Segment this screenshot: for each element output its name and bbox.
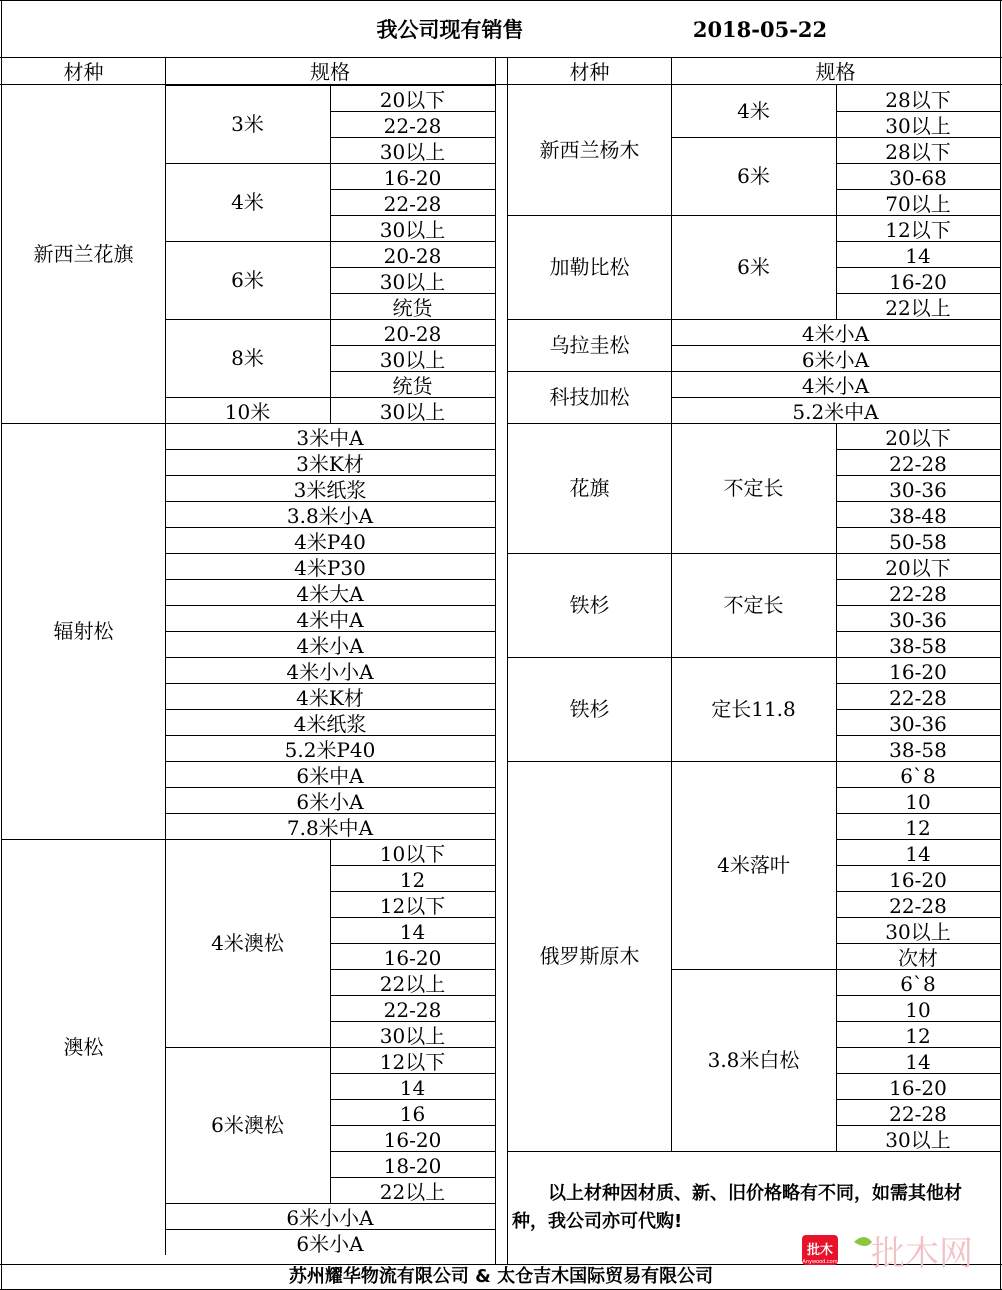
grid-line [836, 813, 1000, 814]
spec-cell: 30以上 [885, 114, 951, 137]
spec-cell: 4米大A [296, 582, 364, 605]
spec-cell: 18-20 [383, 1154, 442, 1177]
grid-line [836, 267, 1000, 268]
spec-cell: 次材 [898, 946, 938, 969]
grid-line [836, 761, 837, 1151]
grid-line [836, 709, 1000, 710]
grid-line [836, 189, 1000, 190]
grid-line [836, 293, 1000, 294]
spec-cell: 12以下 [379, 1050, 446, 1073]
grid-line [330, 917, 495, 918]
grid-line [165, 449, 495, 450]
grid-line [836, 111, 1000, 112]
spec-cell: 38-48 [889, 504, 947, 527]
spec-cell: 38-58 [889, 738, 947, 761]
spec-cell: 22-28 [889, 582, 947, 605]
grid-line [836, 865, 1000, 866]
spec-cell: 30以上 [379, 140, 446, 163]
grid-line [165, 735, 495, 736]
grid-line [165, 527, 495, 528]
grid-line [836, 1125, 1000, 1126]
spec-cell: 14 [905, 244, 931, 267]
grid-line [330, 1151, 495, 1152]
grid-line [836, 475, 1000, 476]
note-text: 以上材种因材质、新、旧价格略有不同，如需其他材种，我公司亦可代购! [512, 1183, 962, 1232]
grid-line [165, 631, 495, 632]
grid-line [836, 891, 1000, 892]
material-name: 科技加松 [549, 385, 630, 409]
grid-line [330, 189, 495, 190]
length-cell: 4米 [737, 99, 770, 123]
spec-cell: 6`8 [900, 764, 936, 787]
spec-cell: 6米小小A [286, 1206, 374, 1229]
grid-line [165, 319, 495, 320]
spec-cell: 70以上 [885, 192, 951, 215]
spec-cell: 6米小A [296, 1232, 364, 1255]
grid-line [836, 1099, 1000, 1100]
grid-line [836, 501, 1000, 502]
grid-line [165, 241, 495, 242]
spec-cell: 38-58 [889, 634, 947, 657]
header-spec-left: 规格 [310, 59, 350, 84]
length-cell: 8米 [231, 346, 264, 370]
grid-line [836, 1047, 1000, 1048]
grid-line [836, 215, 837, 319]
spec-cell: 30以上 [379, 348, 446, 371]
grid-line [165, 683, 495, 684]
spec-cell: 16-20 [889, 1076, 947, 1099]
spec-cell: 16-20 [889, 660, 947, 683]
material-name: 澳松 [63, 1035, 104, 1059]
spec-cell: 4米P40 [294, 530, 366, 553]
grid-line [330, 1021, 495, 1022]
grid-line [836, 449, 1000, 450]
grid-line [836, 943, 1000, 944]
material-name: 乌拉圭松 [549, 333, 630, 357]
header-spec-right: 规格 [815, 59, 856, 84]
spec-cell: 16-20 [889, 868, 947, 891]
spec-cell: 16-20 [889, 270, 947, 293]
spec-cell: 12 [905, 1024, 931, 1047]
material-name: 俄罗斯原木 [539, 944, 640, 968]
spec-cell: 20-28 [383, 322, 442, 345]
grid-line [836, 1073, 1000, 1074]
grid-line [330, 111, 495, 112]
spec-cell: 6米小A [296, 790, 364, 813]
material-name: 铁杉 [569, 697, 610, 721]
grid-line [330, 345, 495, 346]
grid-line [836, 917, 1000, 918]
spec-cell: 3米中A [296, 426, 364, 449]
grid-line [165, 397, 495, 398]
spec-cell: 3米纸浆 [293, 478, 367, 501]
spec-cell: 22-28 [383, 192, 442, 215]
spec-cell: 16-20 [383, 166, 442, 189]
spec-cell: 20以下 [885, 556, 951, 579]
material-name: 新西兰杨木 [539, 138, 640, 162]
spec-cell: 14 [399, 1076, 426, 1099]
length-cell: 不定长 [723, 476, 784, 500]
grid-line [0, 0, 1002, 1]
grid-line [330, 865, 495, 866]
grid-line [330, 995, 495, 996]
spec-cell: 14 [399, 920, 426, 943]
grid-line [165, 553, 495, 554]
length-cell: 4米澳松 [211, 931, 284, 955]
spec-cell: 20-28 [383, 244, 442, 267]
spec-cell: 28以下 [885, 140, 951, 163]
pimu-watermark-logo [802, 1232, 992, 1272]
spec-cell: 30-36 [889, 478, 947, 501]
grid-line [836, 787, 1000, 788]
spec-cell: 6米中A [296, 764, 364, 787]
spec-cell: 20以下 [379, 88, 446, 111]
length-cell: 10米 [224, 400, 271, 423]
spec-cell: 10 [905, 790, 931, 813]
grid-line [836, 85, 837, 215]
grid-line [165, 579, 495, 580]
length-cell: 定长11.8 [711, 697, 796, 721]
sheet-date: 2018-05-22 [692, 16, 828, 42]
grid-line [165, 813, 495, 814]
length-cell: 4米 [231, 190, 264, 214]
spec-cell: 22-28 [889, 686, 947, 709]
grid-line [836, 995, 1000, 996]
spec-cell: 22以上 [885, 296, 951, 319]
material-name: 花旗 [569, 476, 610, 500]
spec-cell: 30-36 [889, 712, 947, 735]
grid-line [836, 683, 1000, 684]
material-name: 辐射松 [53, 619, 114, 643]
spec-cell: 30以上 [379, 270, 446, 293]
spec-cell: 4米P30 [294, 556, 366, 579]
spec-cell: 30以上 [379, 218, 446, 241]
grid-line [330, 943, 495, 944]
grid-line [836, 735, 1000, 736]
spec-cell: 12以下 [379, 894, 446, 917]
length-cell: 6米 [231, 268, 264, 292]
grid-line [165, 85, 495, 86]
length-cell: 3米 [231, 112, 264, 136]
grid-line [330, 293, 495, 294]
spec-cell: 6米小A [801, 348, 870, 371]
watermark-text: 批木网 [871, 1234, 973, 1272]
badge-text: 批木 [806, 1243, 834, 1258]
spec-cell: 统货 [392, 296, 433, 319]
grid-line [165, 605, 495, 606]
spec-cell: 16-20 [383, 1128, 442, 1151]
spec-cell: 50-58 [889, 530, 947, 553]
spec-cell: 4米纸浆 [293, 712, 367, 735]
grid-line [165, 657, 495, 658]
grid-line [165, 787, 495, 788]
grid-line [836, 527, 1000, 528]
grid-line [165, 163, 495, 164]
grid-line [836, 605, 1000, 606]
grid-line [330, 267, 495, 268]
grid-line [330, 371, 495, 372]
grid-line [330, 1125, 495, 1126]
spec-cell: 4米K材 [296, 686, 364, 709]
grid-line [330, 891, 495, 892]
spec-cell: 28以下 [885, 88, 951, 111]
spec-cell: 6`8 [900, 972, 936, 995]
spec-cell: 30以上 [379, 1024, 446, 1047]
spec-cell: 22-28 [889, 1102, 947, 1125]
grid-line [671, 57, 672, 84]
spec-cell: 22-28 [889, 894, 947, 917]
grid-line [671, 397, 1000, 398]
spec-cell: 4米中A [296, 608, 364, 631]
spec-cell: 5.2米中A [792, 400, 879, 423]
grid-line [165, 1047, 495, 1048]
spec-cell: 30以上 [379, 400, 446, 423]
spec-cell: 20以下 [885, 426, 951, 449]
length-cell: 6米 [737, 255, 770, 279]
grid-line [165, 57, 166, 84]
spec-cell: 16 [399, 1102, 426, 1125]
material-name: 加勒比松 [549, 255, 630, 279]
grid-line [836, 631, 1000, 632]
footer-text: 苏州耀华物流有限公司 & 太仓吉木国际贸易有限公司 [288, 1266, 714, 1287]
spec-cell: 10以下 [379, 842, 446, 865]
spec-cell: 7.8米中A [286, 816, 374, 839]
spec-cell: 30以上 [885, 1128, 951, 1151]
grid-line [671, 345, 1000, 346]
spec-cell: 14 [905, 1050, 931, 1073]
grid-line [330, 137, 495, 138]
badge-subtext: Anywood.com [802, 1259, 838, 1265]
grid-line [165, 501, 495, 502]
spec-cell: 30-36 [889, 608, 947, 631]
spec-cell: 12以下 [885, 218, 951, 241]
spec-cell: 30-68 [889, 166, 947, 189]
spec-cell: 22-28 [383, 998, 442, 1021]
leaf-icon [854, 1237, 872, 1246]
grid-line [836, 579, 1000, 580]
spec-cell: 16-20 [383, 946, 442, 969]
grid-line [330, 215, 495, 216]
spec-cell: 30以上 [885, 920, 951, 943]
length-cell: 6米 [737, 164, 770, 188]
spec-cell: 12 [905, 816, 931, 839]
grid-line [165, 475, 495, 476]
grid-line [508, 1151, 1000, 1152]
header-material-left: 材种 [63, 59, 104, 84]
grid-line [330, 1099, 495, 1100]
grid-line [836, 839, 1000, 840]
sheet-title: 我公司现有销售 [376, 16, 524, 42]
grid-line [330, 1073, 495, 1074]
spec-cell: 22以上 [379, 1180, 446, 1203]
spec-cell: 14 [905, 842, 931, 865]
spec-cell: 4米小A [296, 634, 364, 657]
grid-line [836, 241, 1000, 242]
spec-cell: 10 [905, 998, 931, 1021]
length-cell: 3.8米白松 [707, 1048, 800, 1072]
material-name: 新西兰花旗 [33, 242, 134, 266]
material-name: 铁杉 [569, 593, 610, 617]
spec-cell: 22-28 [383, 114, 442, 137]
spec-cell: 3.8米小A [286, 504, 374, 527]
grid-line [836, 1021, 1000, 1022]
spec-cell: 3米K材 [296, 452, 364, 475]
length-cell: 4米落叶 [717, 853, 790, 877]
spec-cell: 4米小A [801, 322, 870, 345]
spec-cell: 22-28 [889, 452, 947, 475]
spec-cell: 22以上 [379, 972, 446, 995]
grid-line [836, 163, 1000, 164]
grid-line [330, 969, 495, 970]
length-cell: 6米澳松 [211, 1113, 284, 1137]
spec-cell: 4米小A [801, 374, 870, 397]
spec-cell: 12 [399, 868, 426, 891]
header-material-right: 材种 [569, 59, 610, 84]
spec-cell: 4米小小A [286, 660, 374, 683]
spec-cell: 统货 [392, 374, 433, 397]
grid-line [165, 761, 495, 762]
grid-line [165, 709, 495, 710]
spec-cell: 5.2米P40 [284, 738, 376, 761]
grid-line [330, 1177, 495, 1178]
grid-line [0, 57, 1002, 58]
length-cell: 不定长 [723, 593, 784, 617]
